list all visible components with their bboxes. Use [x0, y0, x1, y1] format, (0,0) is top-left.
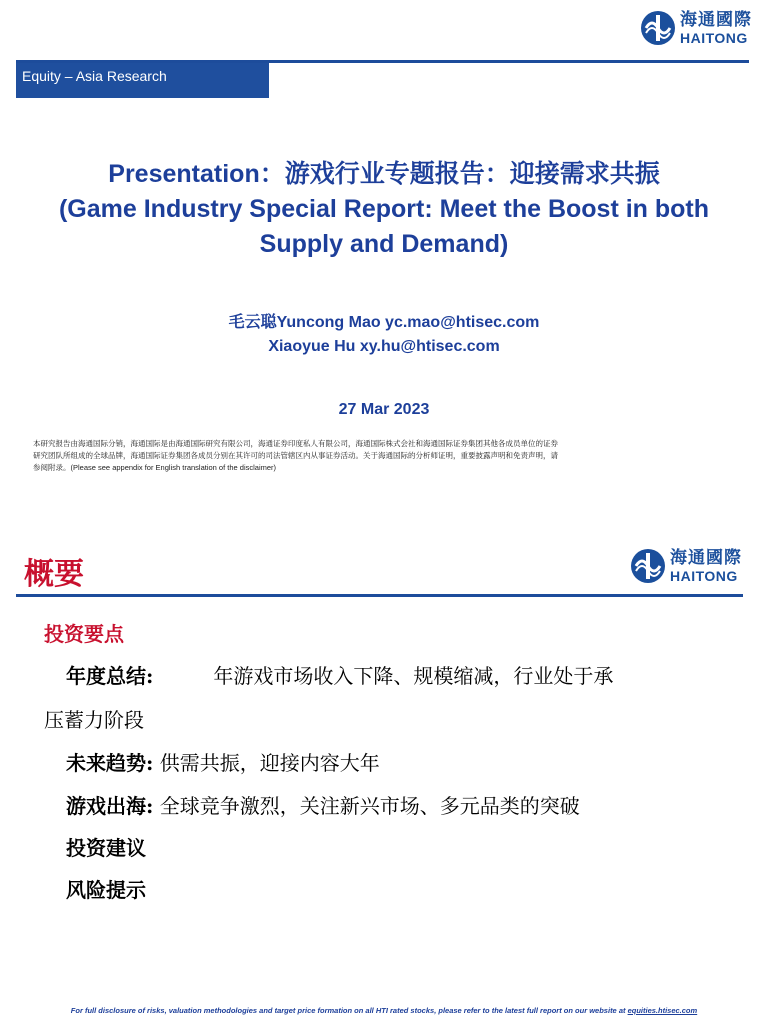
list-item: [66, 660, 613, 689]
item-text: 全球竞争激烈，关注新兴市场、多元品类的突破: [159, 794, 580, 818]
title-line-1: Presentation：游戏行业专题报告：迎接需求共振: [108, 160, 660, 188]
logo-chinese-name: 海通國際: [680, 9, 752, 30]
report-title: [0, 157, 768, 262]
author-line-1: 毛云聪Yuncong Mao yc.mao@htisec.com: [228, 314, 540, 331]
disclaimer-line-1: 本研究报告由海通国际分销，海通国际是由海通国际研究有限公司，海通证券印度私人有限公司，海通国际株式会社和海通国际证券集团其他各成员单位的证券: [33, 439, 558, 448]
logo-english-name: HAITONG: [680, 29, 748, 46]
list-item: [66, 874, 146, 903]
section-tag: Equity – Asia Research: [16, 63, 269, 98]
list-item: [66, 832, 146, 861]
disclaimer-line-3: 参阅附录。: [33, 463, 71, 472]
item-text: 供需共振，迎接内容大年: [159, 751, 380, 775]
item-text: 压蓄力阶段: [44, 708, 144, 732]
haitong-logo-icon: [630, 548, 666, 584]
section-heading: 投资要点: [44, 622, 124, 646]
disclaimer-english-note: (Please see appendix for English translation of the disclaimer): [70, 463, 277, 472]
slide-haitong-logo: [630, 548, 742, 584]
item-label: 风险提示: [66, 878, 146, 902]
item-label: 投资建议: [66, 836, 146, 860]
disclaimer: [33, 438, 739, 474]
slide-title: 概要: [24, 557, 84, 592]
item-text: 年游戏市场收入下降、规模缩减，行业处于承: [213, 664, 614, 688]
title-line-3: Supply and Demand): [259, 230, 509, 258]
disclaimer-line-2: 研究团队所组成的全球品牌，海通国际证券集团各成员分别在其许可的司法管辖区内从事证券活动。关于海通国际的分析师证明，重要披露声明和免责声明，请: [33, 451, 558, 460]
author-line-2: Xiaoyue Hu xy.hu@htisec.com: [268, 338, 500, 355]
logo-english-name: HAITONG: [670, 567, 738, 584]
footer-text: For full disclosure of risks, valuation methodologies and target price formation on all HTI rated stocks, please refer to the latest full report on our website at: [70, 1006, 628, 1015]
list-item: [66, 790, 580, 819]
title-line-2: (Game Industry Special Report: Meet the Boost in both: [58, 195, 710, 223]
report-date: 27 Mar 2023: [338, 401, 430, 418]
item-label: 未来趋势:: [66, 751, 154, 775]
logo-chinese-name: 海通國際: [670, 547, 742, 568]
footer-website-link[interactable]: equities.htisec.com: [627, 1006, 698, 1015]
haitong-logo: [640, 10, 752, 46]
item-label: 年度总结:: [66, 664, 154, 688]
authors: [0, 311, 768, 359]
footer-disclosure: [0, 1006, 768, 1015]
list-item: [66, 747, 380, 776]
item-label: 游戏出海:: [66, 794, 154, 818]
haitong-logo-icon: [640, 10, 676, 46]
list-item: [44, 704, 144, 733]
slide-rule: [16, 594, 743, 597]
